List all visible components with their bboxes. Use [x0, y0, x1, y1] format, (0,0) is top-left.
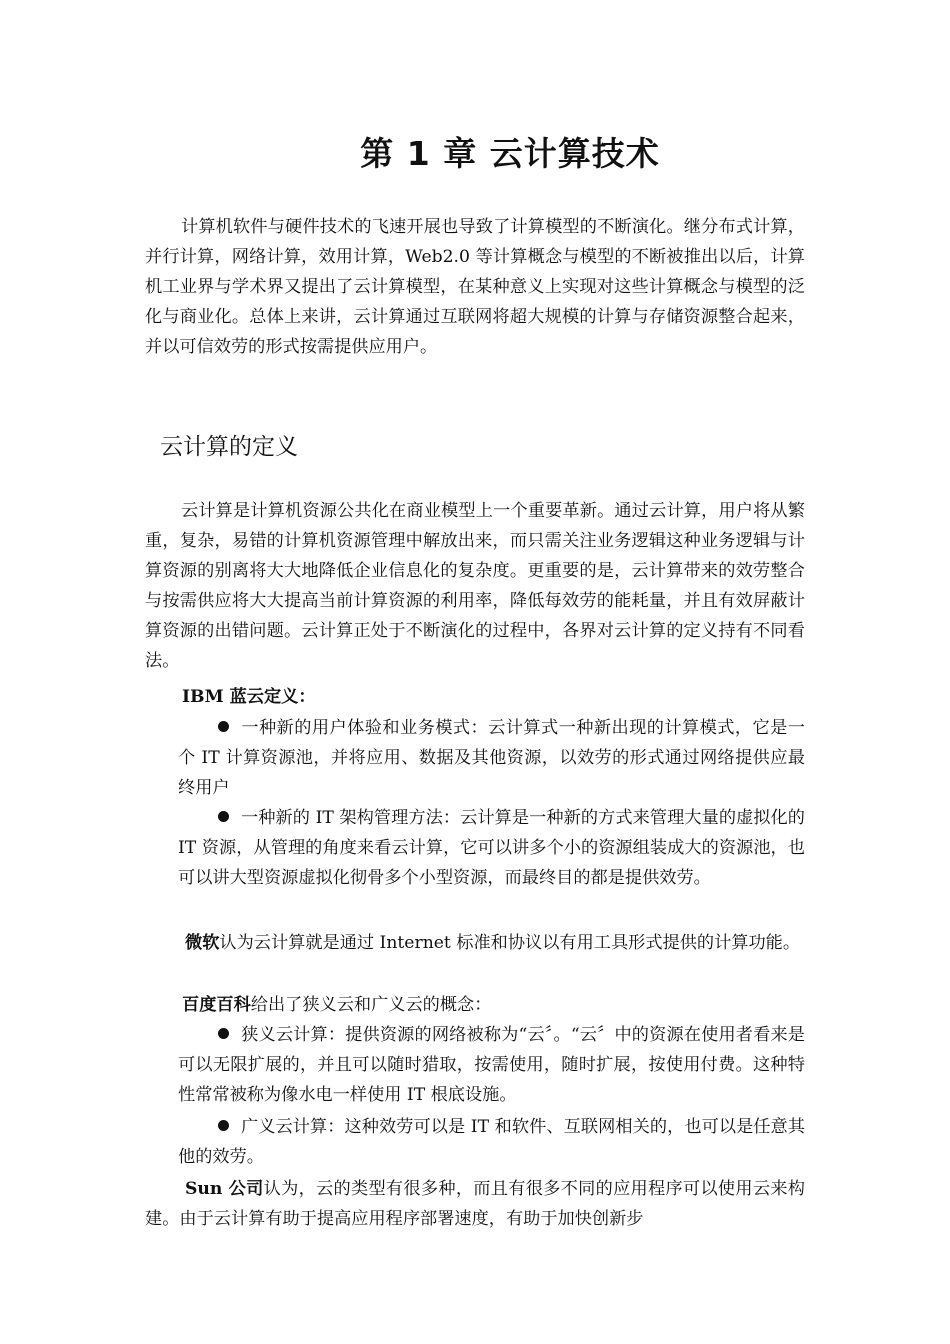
bullet-text: 一种新的 IT 架构管理方法：云计算是一种新的方式来管理大量的虚拟化的 IT 资源，从管理的角度来看云计算，它可以讲多个小的资源组装成大的资源池，也可以讲大型资源虚拟化彻骨多个小型资源，而最终目的都是提供效劳。	[178, 808, 805, 888]
bullet-icon	[218, 811, 229, 822]
baidu-bullet-2	[178, 1112, 805, 1172]
section-title: 云计算的定义	[160, 434, 298, 460]
bullet-icon	[218, 1028, 229, 1039]
ibm-bullet-2	[178, 803, 805, 893]
bullet-text: 广义云计算：这种效劳可以是 IT 和软件、互联网相关的，也可以是任意其他的效劳。	[178, 1117, 805, 1167]
baidu-line	[182, 990, 491, 1020]
bullet-text: 一种新的用户体验和业务模式：云计算式一种新出现的计算模式，它是一个 IT 计算资源池，并将应用、数据及其他资源，以效劳的形式通过网络提供应最终用户	[178, 718, 805, 798]
bullet-icon	[218, 721, 229, 732]
bullet-icon	[218, 1120, 229, 1131]
intro-paragraph: 计算机软件与硬件技术的飞速开展也导致了计算模型的不断演化。继分布式计算，并行计算，网络计算，效用计算，Web2.0 等计算概念与模型的不断被推出以后，计算机工业界与学术界又提出了云计算模型，在某种意义上实现对这些计算概念与模型的泛化与商业化。总体上来讲，云计算通过互联网将超大规模的计算与存储资源整合起来，并以可信效劳的形式按需提供应用户。	[145, 217, 805, 357]
chapter-title: 第 1 章 云计算技术	[360, 134, 660, 173]
baidu-text: 给出了狭义云和广义云的概念：	[250, 995, 492, 1015]
ibm-bullet-1	[178, 713, 805, 803]
definition-paragraph: 云计算是计算机资源公共化在商业模型上一个重要革新。通过云计算，用户将从繁重，复杂，易错的计算机资源管理中解放出来，而只需关注业务逻辑这种业务逻辑与计算资源的别离将大大地降低企业信息化的复杂度。更重要的是，云计算带来的效劳整合与按需供应将大大提高当前计算资源的利用率，降低每效劳的能耗量，并且有效屏蔽计算资源的出错问题。云计算正处于不断演化的过程中，各界对云计算的定义持有不同看法。	[145, 501, 805, 671]
microsoft-paragraph	[145, 928, 805, 958]
microsoft-text: 认为云计算就是通过 Internet 标准和协议以有用工具形式提供的计算功能。	[219, 933, 801, 953]
sun-text: 认为，云的类型有很多种，而且有很多不同的应用程序可以使用云来构建。由于云计算有助于提高应用程序部署速度，有助于加快创新步	[145, 1179, 805, 1229]
sun-paragraph	[145, 1174, 805, 1234]
baidu-name: 百度百科	[182, 995, 251, 1015]
baidu-bullet-1	[178, 1020, 805, 1110]
microsoft-name: 微软	[185, 933, 220, 953]
ibm-label: IBM 蓝云定义：	[182, 687, 316, 707]
sun-name: Sun 公司	[185, 1179, 264, 1199]
bullet-text: 狭义云计算：提供资源的网络被称为“云〞。“云〞中的资源在使用者看来是可以无限扩展的，并且可以随时猎取，按需使用，随时扩展，按使用付费。这种特性常常被称为像水电一样使用 IT 根底设施。	[178, 1025, 805, 1105]
